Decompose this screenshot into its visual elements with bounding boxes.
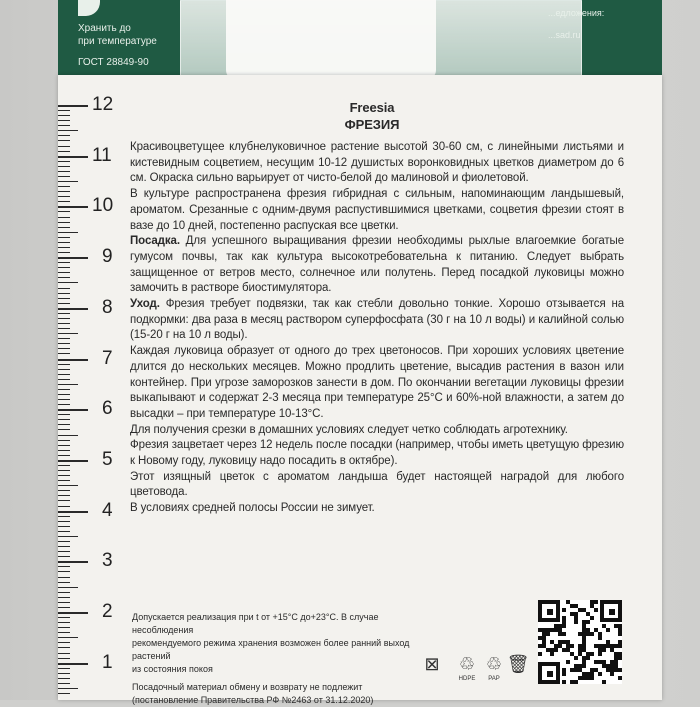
ruler-tick — [58, 135, 70, 136]
ruler-tick — [58, 211, 70, 212]
ruler-tick — [58, 607, 70, 608]
paragraph-text: В культуре распространена фрезия гибридная с сильным, напоминающим ландышевый, ароматом. Срезанные с одним-двумя распустившимися цветками, соцветия фрезии стоят в вазе до 10 дней, постепенно распуская все цветки. — [130, 188, 624, 232]
ruler-tick — [58, 156, 88, 158]
paragraph — [130, 470, 624, 501]
ruler-tick — [58, 272, 70, 273]
ruler-tick — [58, 267, 70, 268]
ruler-tick — [58, 455, 70, 456]
paragraph — [130, 423, 624, 439]
ruler-tick — [58, 470, 70, 471]
ruler-tick — [58, 460, 88, 462]
ruler-tick — [58, 506, 70, 507]
description-block — [130, 100, 624, 517]
paragraph-text: Фрезия зацветает через 12 недель после посадки (например, чтобы иметь цветущую фрезию к Новому году, луковицу надо посадить в октябре). — [130, 439, 624, 468]
ruler-tick — [58, 384, 78, 385]
ruler-tick — [58, 521, 70, 522]
ruler-tick — [58, 551, 70, 552]
ruler-number: 4 — [102, 499, 113, 521]
recycle-pap-icon: ♲ — [485, 654, 503, 674]
ruler-tick — [58, 440, 70, 441]
recycle-hdpe-icon: ♲ — [458, 654, 476, 674]
paragraph-lead: Посадка. — [130, 235, 180, 248]
ruler-tick — [58, 561, 88, 563]
ruler-tick — [58, 303, 70, 304]
ruler-tick — [58, 237, 70, 238]
ruler-tick — [58, 318, 70, 319]
return-note-1: Посадочный материал обмену и возврату не подлежит — [132, 682, 363, 692]
ruler-tick — [58, 419, 70, 420]
ruler-tick — [58, 323, 70, 324]
ruler-number: 6 — [102, 398, 113, 420]
paragraph-text: Этот изящный цветок с ароматом ландыша будет настоящей наградой для любого цветовода. — [130, 470, 624, 499]
ruler-number: 2 — [102, 601, 113, 622]
title-russian: ФРЕЗИЯ — [344, 117, 400, 132]
ruler-tick — [58, 293, 70, 294]
ruler-tick — [58, 480, 70, 481]
paragraph-text: Красивоцветущее клубнелуковичное растение высотой 30-60 см, с линейными листьями и кистевидным соцветием, несущим 10-12 душистых воронковидных цветков диаметром до 6 см. Окраска сильно варьирует от чисто-белой до малиновой и фиолетовой. — [130, 141, 624, 185]
ruler-tick — [58, 536, 78, 537]
ruler-tick — [58, 683, 70, 684]
ruler-tick — [58, 379, 70, 380]
ruler-tick — [58, 577, 70, 578]
ruler-tick — [58, 435, 78, 436]
ruler-number: 3 — [102, 550, 113, 572]
ruler-tick — [58, 186, 70, 187]
ruler-tick — [58, 663, 88, 665]
ruler-tick — [58, 602, 70, 603]
ruler-tick — [58, 146, 70, 147]
ruler-tick — [58, 693, 70, 694]
ruler-tick — [58, 429, 70, 430]
header-line-1: Хранить до — [78, 23, 131, 34]
ruler-tick — [58, 140, 70, 141]
ruler-tick — [58, 612, 88, 614]
ruler-tick — [58, 227, 70, 228]
ruler-tick — [58, 359, 88, 361]
ruler-tick — [58, 627, 70, 628]
ruler-tick — [58, 409, 88, 411]
ruler-tick — [58, 546, 70, 547]
ruler — [58, 85, 124, 700]
ruler-tick — [58, 414, 70, 415]
ruler-tick — [58, 668, 70, 669]
title-latin: Freesia — [349, 100, 395, 115]
header-line-2: при температуре — [78, 36, 157, 47]
ruler-tick — [58, 592, 70, 593]
ruler-tick — [58, 531, 70, 532]
paragraph-text: Для успешного выращивания фрезии необходимы рыхлые влагоемкие богатые гумусом почвы, так как культура высокотребовательна к питанию. Следует выбрать защищенное от ветров место, солнечное или полутень. Перед посадкой луковицы можно замочить в растворе биостимулятора. — [130, 235, 624, 295]
storage-note-3: из состояния покоя — [132, 664, 213, 674]
ruler-tick — [58, 115, 70, 116]
paragraph — [130, 501, 624, 517]
ruler-tick — [58, 262, 70, 263]
ruler-tick — [58, 348, 70, 349]
ruler-tick — [58, 252, 70, 253]
ruler-tick — [58, 196, 70, 197]
ruler-tick — [58, 125, 70, 126]
ruler-tick — [58, 500, 70, 501]
ruler-tick — [58, 399, 70, 400]
ruler-number: 12 — [92, 94, 114, 115]
ruler-tick — [58, 282, 78, 283]
paragraph — [130, 234, 624, 297]
gost-label: ГОСТ 28849-90 — [78, 57, 149, 68]
header-right-line-1: ...едложения: — [548, 8, 605, 18]
ruler-tick — [58, 191, 70, 192]
ruler-tick — [58, 556, 70, 557]
ruler-tick — [58, 450, 70, 451]
paragraph-text: Для получения срезки в домашних условиях следует четко соблюдать агротехнику. — [130, 423, 568, 436]
ruler-tick — [58, 475, 70, 476]
ruler-tick — [58, 394, 70, 395]
ruler-tick — [58, 217, 70, 218]
ruler-number: 1 — [102, 651, 113, 673]
ruler-tick — [58, 658, 70, 659]
paragraph — [130, 140, 624, 187]
return-note-2: (постановление Правительства РФ №2463 от 31.12.2020) — [132, 695, 374, 705]
recycle-label: HDPE — [458, 676, 476, 682]
ruler-tick — [58, 257, 88, 259]
ruler-tick — [58, 404, 70, 405]
ruler-number: 11 — [92, 144, 112, 166]
ruler-tick — [58, 369, 70, 370]
ruler-tick — [58, 338, 70, 339]
ruler-tick — [58, 587, 78, 588]
ruler-tick — [58, 490, 70, 491]
ruler-tick — [58, 298, 70, 299]
storage-note-1: Допускается реализация при t от +15°С до+23°С. В случае несоблюдения — [132, 612, 379, 635]
ruler-tick — [58, 176, 70, 177]
recycle-label: PAP — [488, 676, 500, 682]
header-contact-text — [548, 2, 658, 46]
ruler-tick — [58, 582, 70, 583]
ruler-tick — [58, 110, 70, 111]
ruler-tick — [58, 130, 78, 131]
ruler-number: 8 — [102, 296, 113, 318]
ruler-tick — [58, 206, 88, 208]
ruler-tick — [58, 673, 70, 674]
ruler-tick — [58, 637, 78, 638]
ruler-tick — [58, 622, 70, 623]
ruler-tick — [58, 277, 70, 278]
ruler-tick — [58, 465, 70, 466]
ruler-tick — [58, 353, 70, 354]
ruler-tick — [58, 541, 70, 542]
paragraph — [130, 344, 624, 423]
paragraph-lead: Уход. — [130, 298, 160, 311]
ruler-tick — [58, 247, 70, 248]
ruler-tick — [58, 232, 78, 233]
ruler-tick — [58, 445, 70, 446]
ruler-tick — [58, 526, 70, 527]
ruler-tick — [58, 166, 70, 167]
ruler-tick — [58, 288, 70, 289]
ruler-tick — [58, 389, 70, 390]
ruler-tick — [58, 333, 78, 334]
paragraph-text: Каждая луковица образует от одного до трех цветоносов. При хороших условиях цветение длится до нескольких месяцев. Можно продлить цветение, высадив растения в вазон или контейнер. При угрозе заморозков занести в дом. По окончании вегетации луковицы фрезии выкапывают и содержат 2-3 месяца при температуре 25°С и 60%-ной влажности, а затем до высадки – при температуре 10-13°С. — [130, 345, 624, 420]
ruler-number: 5 — [102, 448, 113, 470]
paragraph-text: В условиях средней полосы России не зимует. — [130, 502, 375, 515]
paragraph — [130, 297, 624, 344]
header-storage-text — [78, 22, 218, 69]
ruler-tick — [58, 242, 70, 243]
ruler-number: 9 — [102, 246, 113, 268]
ruler-number: 10 — [92, 195, 114, 217]
ruler-tick — [58, 571, 70, 572]
ruler-tick — [58, 161, 70, 162]
ruler-tick — [58, 632, 70, 633]
ruler-tick — [58, 201, 70, 202]
ruler-tick — [58, 364, 70, 365]
ruler-tick — [58, 343, 70, 344]
paragraphs — [130, 140, 624, 517]
ruler-tick — [58, 120, 70, 121]
ruler-tick — [58, 308, 88, 310]
ruler-tick — [58, 566, 70, 567]
ruler-tick — [58, 171, 70, 172]
header-right-line-2: ...sad.ru — [548, 30, 581, 40]
ruler-tick — [58, 617, 70, 618]
no-food-contact-icon: ⊠ — [424, 654, 440, 674]
ruler-tick — [58, 105, 88, 107]
trash-bin-icon: 🗑 — [506, 654, 530, 674]
ruler-tick — [58, 424, 70, 425]
ruler-tick — [58, 495, 70, 496]
storage-note-2: рекомендуемого режима хранения возможен более ранний выход растений — [132, 638, 410, 661]
qr-code-icon[interactable] — [538, 600, 622, 684]
ruler-number: 7 — [102, 347, 113, 369]
ruler-tick — [58, 328, 70, 329]
ruler-tick — [58, 597, 70, 598]
ruler-tick — [58, 222, 70, 223]
ruler-tick — [58, 678, 70, 679]
ruler-tick — [58, 374, 70, 375]
paragraph — [130, 187, 624, 234]
ruler-tick — [58, 151, 70, 152]
sachet-label — [226, 0, 436, 80]
ruler-tick — [58, 181, 78, 182]
ruler-tick — [58, 642, 70, 643]
paragraph-text: Фрезия требует подвязки, так как стебли довольно тонкие. Хорошо отзывается на подкормки: два раза в месяц раствором суперфосфата (30 г на 10 л воды) и калийной солью (15-20 г на 10 л воды). — [130, 298, 624, 342]
footer-notes — [132, 611, 432, 707]
ruler-tick — [58, 688, 78, 689]
ruler-tick — [58, 511, 88, 513]
paragraph — [130, 438, 624, 469]
ruler-tick — [58, 313, 70, 314]
ruler-tick — [58, 653, 70, 654]
ruler-tick — [58, 647, 70, 648]
ruler-tick — [58, 516, 70, 517]
ruler-tick — [58, 485, 78, 486]
